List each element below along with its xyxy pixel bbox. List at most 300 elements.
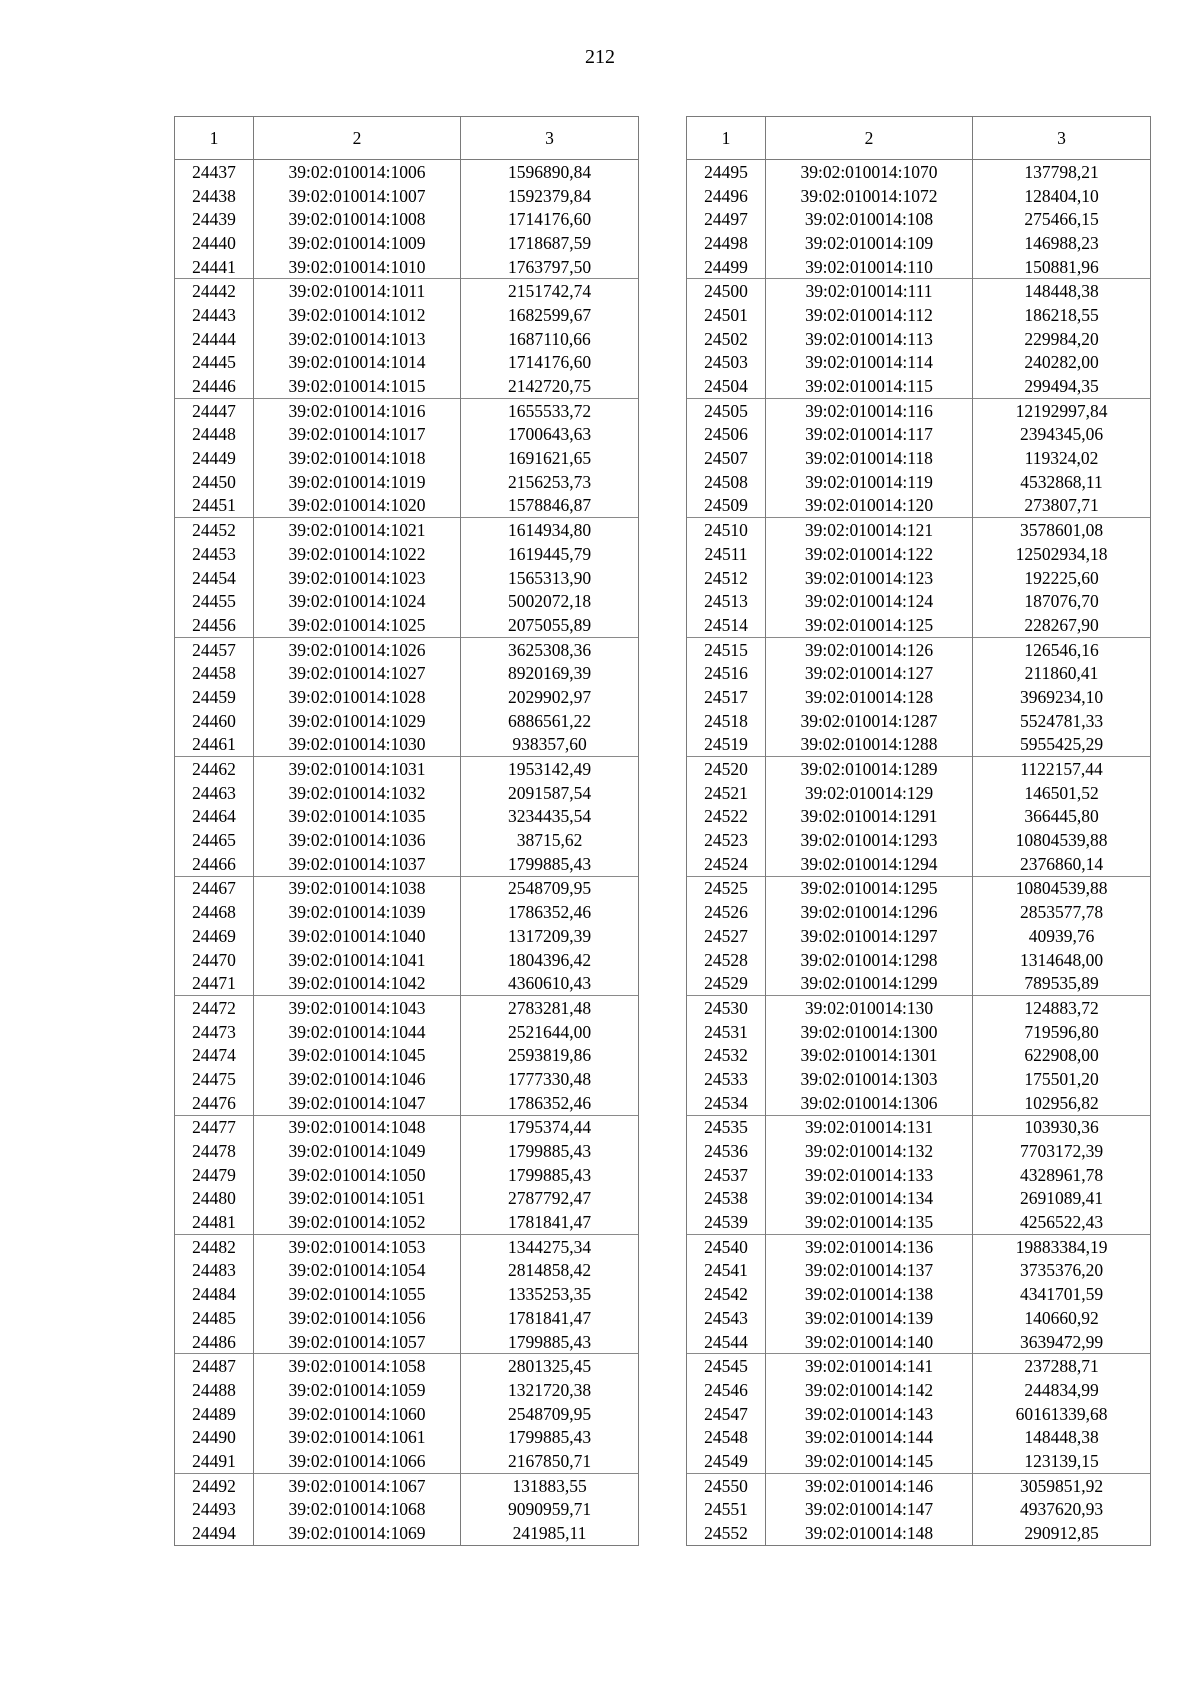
cost-value: 3625308,36 <box>461 637 639 661</box>
cadastral-number: 39:02:010014:127 <box>766 661 973 685</box>
cost-value: 175501,20 <box>973 1067 1151 1091</box>
table-row <box>687 971 1151 995</box>
cadastral-number: 39:02:010014:1039 <box>254 900 461 924</box>
cost-value: 1786352,46 <box>461 900 639 924</box>
row-number: 24498 <box>687 231 766 255</box>
row-number: 24494 <box>175 1521 254 1545</box>
row-number: 24501 <box>687 303 766 327</box>
cost-value: 4360610,43 <box>461 971 639 995</box>
cadastral-number: 39:02:010014:1014 <box>254 351 461 375</box>
table-row <box>687 184 1151 208</box>
cadastral-number: 39:02:010014:130 <box>766 996 973 1020</box>
row-number: 24550 <box>687 1473 766 1497</box>
table-row <box>175 876 639 900</box>
table-row <box>687 327 1151 351</box>
cost-value: 1565313,90 <box>461 566 639 590</box>
table-row <box>175 470 639 494</box>
table-row <box>175 303 639 327</box>
table-row <box>175 446 639 470</box>
cost-value: 1795374,44 <box>461 1115 639 1139</box>
cost-value: 119324,02 <box>973 446 1151 470</box>
row-number: 24519 <box>687 733 766 757</box>
row-number: 24505 <box>687 398 766 422</box>
row-number: 24479 <box>175 1163 254 1187</box>
cadastral-number: 39:02:010014:1056 <box>254 1306 461 1330</box>
row-number: 24471 <box>175 971 254 995</box>
row-number: 24542 <box>687 1282 766 1306</box>
cost-value: 148448,38 <box>973 279 1151 303</box>
cost-value: 126546,16 <box>973 637 1151 661</box>
row-number: 24447 <box>175 398 254 422</box>
cost-value: 2029902,97 <box>461 685 639 709</box>
table-row <box>175 948 639 972</box>
table-row <box>687 1163 1151 1187</box>
table-row <box>175 518 639 542</box>
table-row <box>687 996 1151 1020</box>
cadastral-number: 39:02:010014:141 <box>766 1354 973 1378</box>
row-number: 24496 <box>687 184 766 208</box>
table-row <box>175 374 639 398</box>
table-row <box>175 613 639 637</box>
table-row <box>175 566 639 590</box>
row-number: 24552 <box>687 1521 766 1545</box>
table-row <box>175 589 639 613</box>
cadastral-number: 39:02:010014:1027 <box>254 661 461 685</box>
table-row <box>687 470 1151 494</box>
cadastral-number: 39:02:010014:1298 <box>766 948 973 972</box>
cost-value: 275466,15 <box>973 207 1151 231</box>
cost-value: 240282,00 <box>973 351 1151 375</box>
cost-value: 3639472,99 <box>973 1330 1151 1354</box>
cadastral-number: 39:02:010014:1301 <box>766 1043 973 1067</box>
cadastral-number: 39:02:010014:112 <box>766 303 973 327</box>
row-number: 24497 <box>687 207 766 231</box>
cadastral-number: 39:02:010014:132 <box>766 1139 973 1163</box>
table-row <box>687 924 1151 948</box>
left-table-body <box>175 160 639 1546</box>
cost-value: 273807,71 <box>973 494 1151 518</box>
cadastral-number: 39:02:010014:1067 <box>254 1473 461 1497</box>
table-row <box>687 398 1151 422</box>
cost-value: 4256522,43 <box>973 1210 1151 1234</box>
cost-value: 8920169,39 <box>461 661 639 685</box>
cadastral-number: 39:02:010014:1018 <box>254 446 461 470</box>
row-number: 24514 <box>687 613 766 637</box>
row-number: 24445 <box>175 351 254 375</box>
cadastral-number: 39:02:010014:1303 <box>766 1067 973 1091</box>
row-number: 24511 <box>687 542 766 566</box>
row-number: 24499 <box>687 255 766 279</box>
cost-value: 2156253,73 <box>461 470 639 494</box>
row-number: 24467 <box>175 876 254 900</box>
row-number: 24453 <box>175 542 254 566</box>
row-number: 24484 <box>175 1282 254 1306</box>
table-row <box>175 1521 639 1545</box>
cadastral-number: 39:02:010014:134 <box>766 1187 973 1211</box>
cost-value: 2075055,89 <box>461 613 639 637</box>
cost-value: 1596890,84 <box>461 160 639 184</box>
cadastral-number: 39:02:010014:1306 <box>766 1091 973 1115</box>
table-row <box>175 1043 639 1067</box>
cadastral-number: 39:02:010014:1060 <box>254 1402 461 1426</box>
row-number: 24463 <box>175 781 254 805</box>
cadastral-number: 39:02:010014:1069 <box>254 1521 461 1545</box>
row-number: 24470 <box>175 948 254 972</box>
row-number: 24527 <box>687 924 766 948</box>
row-number: 24490 <box>175 1425 254 1449</box>
cost-value: 7703172,39 <box>973 1139 1151 1163</box>
cost-value: 1714176,60 <box>461 207 639 231</box>
cadastral-number: 39:02:010014:1072 <box>766 184 973 208</box>
cost-value: 1799885,43 <box>461 852 639 876</box>
table-row <box>687 1425 1151 1449</box>
cadastral-number: 39:02:010014:147 <box>766 1498 973 1522</box>
column-header-2: 2 <box>766 117 973 160</box>
row-number: 24493 <box>175 1498 254 1522</box>
row-number: 24512 <box>687 566 766 590</box>
row-number: 24462 <box>175 757 254 781</box>
table-row <box>687 303 1151 327</box>
table-row <box>175 781 639 805</box>
table-row <box>175 709 639 733</box>
cost-value: 123139,15 <box>973 1449 1151 1473</box>
row-number: 24526 <box>687 900 766 924</box>
column-header-3: 3 <box>973 117 1151 160</box>
row-number: 24464 <box>175 805 254 829</box>
cost-value: 237288,71 <box>973 1354 1151 1378</box>
cadastral-number: 39:02:010014:1047 <box>254 1091 461 1115</box>
table-row <box>687 1402 1151 1426</box>
cadastral-number: 39:02:010014:117 <box>766 423 973 447</box>
row-number: 24520 <box>687 757 766 781</box>
cadastral-number: 39:02:010014:1288 <box>766 733 973 757</box>
cadastral-number: 39:02:010014:1037 <box>254 852 461 876</box>
cost-value: 1592379,84 <box>461 184 639 208</box>
table-row <box>175 924 639 948</box>
row-number: 24454 <box>175 566 254 590</box>
cost-value: 719596,80 <box>973 1020 1151 1044</box>
cadastral-number: 39:02:010014:1041 <box>254 948 461 972</box>
cost-value: 2376860,14 <box>973 852 1151 876</box>
header-row <box>687 117 1151 160</box>
row-number: 24548 <box>687 1425 766 1449</box>
cadastral-number: 39:02:010014:1010 <box>254 255 461 279</box>
table-row <box>687 637 1151 661</box>
row-number: 24478 <box>175 1139 254 1163</box>
cost-value: 211860,41 <box>973 661 1151 685</box>
row-number: 24487 <box>175 1354 254 1378</box>
row-number: 24543 <box>687 1306 766 1330</box>
table-row <box>687 374 1151 398</box>
table-row <box>687 1210 1151 1234</box>
cost-value: 1321720,38 <box>461 1378 639 1402</box>
cost-value: 146501,52 <box>973 781 1151 805</box>
row-number: 24545 <box>687 1354 766 1378</box>
row-number: 24442 <box>175 279 254 303</box>
cost-value: 2167850,71 <box>461 1449 639 1473</box>
cadastral-number: 39:02:010014:1061 <box>254 1425 461 1449</box>
cost-value: 4532868,11 <box>973 470 1151 494</box>
cadastral-number: 39:02:010014:1031 <box>254 757 461 781</box>
row-number: 24532 <box>687 1043 766 1067</box>
cadastral-number: 39:02:010014:1015 <box>254 374 461 398</box>
cadastral-number: 39:02:010014:1289 <box>766 757 973 781</box>
cadastral-number: 39:02:010014:1030 <box>254 733 461 757</box>
table-row <box>687 542 1151 566</box>
table-row <box>687 160 1151 184</box>
cost-value: 192225,60 <box>973 566 1151 590</box>
cadastral-number: 39:02:010014:1038 <box>254 876 461 900</box>
row-number: 24500 <box>687 279 766 303</box>
cadastral-number: 39:02:010014:1051 <box>254 1187 461 1211</box>
cadastral-number: 39:02:010014:1044 <box>254 1020 461 1044</box>
row-number: 24536 <box>687 1139 766 1163</box>
table-row <box>175 231 639 255</box>
row-number: 24491 <box>175 1449 254 1473</box>
row-number: 24456 <box>175 613 254 637</box>
row-number: 24503 <box>687 351 766 375</box>
cost-value: 2521644,00 <box>461 1020 639 1044</box>
row-number: 24481 <box>175 1210 254 1234</box>
cadastral-number: 39:02:010014:1012 <box>254 303 461 327</box>
table-row <box>175 828 639 852</box>
cadastral-number: 39:02:010014:1021 <box>254 518 461 542</box>
table-row <box>175 351 639 375</box>
cadastral-number: 39:02:010014:1049 <box>254 1139 461 1163</box>
cadastral-number: 39:02:010014:1029 <box>254 709 461 733</box>
cost-value: 1614934,80 <box>461 518 639 542</box>
row-number: 24450 <box>175 470 254 494</box>
cadastral-number: 39:02:010014:111 <box>766 279 973 303</box>
cost-value: 1122157,44 <box>973 757 1151 781</box>
table-row <box>175 1020 639 1044</box>
cost-value: 366445,80 <box>973 805 1151 829</box>
cost-value: 12192997,84 <box>973 398 1151 422</box>
table-row <box>687 1043 1151 1067</box>
cadastral-number: 39:02:010014:122 <box>766 542 973 566</box>
table-row <box>687 852 1151 876</box>
cost-value: 103930,36 <box>973 1115 1151 1139</box>
cost-value: 1691621,65 <box>461 446 639 470</box>
table-row <box>175 1163 639 1187</box>
table-row <box>175 1354 639 1378</box>
row-number: 24522 <box>687 805 766 829</box>
cost-value: 1619445,79 <box>461 542 639 566</box>
cadastral-number: 39:02:010014:1026 <box>254 637 461 661</box>
row-number: 24476 <box>175 1091 254 1115</box>
table-row <box>687 1473 1151 1497</box>
table-row <box>175 327 639 351</box>
cost-value: 9090959,71 <box>461 1498 639 1522</box>
cadastral-number: 39:02:010014:1008 <box>254 207 461 231</box>
row-number: 24537 <box>687 1163 766 1187</box>
table-row <box>687 1259 1151 1283</box>
cost-value: 4937620,93 <box>973 1498 1151 1522</box>
row-number: 24474 <box>175 1043 254 1067</box>
row-number: 24531 <box>687 1020 766 1044</box>
cadastral-number: 39:02:010014:113 <box>766 327 973 351</box>
cost-value: 2801325,45 <box>461 1354 639 1378</box>
row-number: 24551 <box>687 1498 766 1522</box>
row-number: 24457 <box>175 637 254 661</box>
cost-value: 4341701,59 <box>973 1282 1151 1306</box>
cadastral-number: 39:02:010014:1016 <box>254 398 461 422</box>
table-row <box>175 1139 639 1163</box>
cost-value: 241985,11 <box>461 1521 639 1545</box>
table-row <box>687 685 1151 709</box>
table-row <box>175 1259 639 1283</box>
cadastral-number: 39:02:010014:1058 <box>254 1354 461 1378</box>
cadastral-number: 39:02:010014:136 <box>766 1234 973 1258</box>
table-row <box>687 279 1151 303</box>
row-number: 24440 <box>175 231 254 255</box>
table-row <box>687 423 1151 447</box>
page-number: 212 <box>585 46 615 68</box>
row-number: 24480 <box>175 1187 254 1211</box>
cadastral-number: 39:02:010014:108 <box>766 207 973 231</box>
row-number: 24509 <box>687 494 766 518</box>
row-number: 24485 <box>175 1306 254 1330</box>
cost-value: 2548709,95 <box>461 876 639 900</box>
row-number: 24475 <box>175 1067 254 1091</box>
cost-value: 1317209,39 <box>461 924 639 948</box>
column-header-1: 1 <box>687 117 766 160</box>
table-row <box>175 852 639 876</box>
table-row <box>175 685 639 709</box>
cadastral-number: 39:02:010014:1035 <box>254 805 461 829</box>
cost-value: 1781841,47 <box>461 1210 639 1234</box>
table-row <box>175 398 639 422</box>
table-row <box>175 1473 639 1497</box>
table-row <box>687 207 1151 231</box>
cost-value: 6886561,22 <box>461 709 639 733</box>
row-number: 24495 <box>687 160 766 184</box>
cost-value: 2151742,74 <box>461 279 639 303</box>
cadastral-number: 39:02:010014:1055 <box>254 1282 461 1306</box>
table-row <box>175 494 639 518</box>
table-row <box>687 1521 1151 1545</box>
table-row <box>175 279 639 303</box>
row-number: 24528 <box>687 948 766 972</box>
table-row <box>687 518 1151 542</box>
table-row <box>687 948 1151 972</box>
cost-value: 2787792,47 <box>461 1187 639 1211</box>
cadastral-number: 39:02:010014:1036 <box>254 828 461 852</box>
row-number: 24449 <box>175 446 254 470</box>
cadastral-number: 39:02:010014:1046 <box>254 1067 461 1091</box>
cadastral-number: 39:02:010014:1043 <box>254 996 461 1020</box>
row-number: 24483 <box>175 1259 254 1283</box>
table-row <box>175 1402 639 1426</box>
cadastral-number: 39:02:010014:1053 <box>254 1234 461 1258</box>
row-number: 24458 <box>175 661 254 685</box>
table-row <box>687 1282 1151 1306</box>
cadastral-number: 39:02:010014:148 <box>766 1521 973 1545</box>
cost-value: 19883384,19 <box>973 1234 1151 1258</box>
cadastral-number: 39:02:010014:125 <box>766 613 973 637</box>
cost-value: 1682599,67 <box>461 303 639 327</box>
table-row <box>687 589 1151 613</box>
row-number: 24502 <box>687 327 766 351</box>
cost-value: 1799885,43 <box>461 1139 639 1163</box>
table-row <box>175 757 639 781</box>
table-row <box>687 733 1151 757</box>
row-number: 24482 <box>175 1234 254 1258</box>
cadastral-number: 39:02:010014:146 <box>766 1473 973 1497</box>
cadastral-number: 39:02:010014:116 <box>766 398 973 422</box>
row-number: 24521 <box>687 781 766 805</box>
cost-value: 299494,35 <box>973 374 1151 398</box>
cadastral-number: 39:02:010014:1048 <box>254 1115 461 1139</box>
row-number: 24466 <box>175 852 254 876</box>
right-table <box>686 116 1151 1546</box>
cadastral-number: 39:02:010014:129 <box>766 781 973 805</box>
cadastral-number: 39:02:010014:1020 <box>254 494 461 518</box>
cost-value: 1314648,00 <box>973 948 1151 972</box>
cost-value: 137798,21 <box>973 160 1151 184</box>
cadastral-number: 39:02:010014:139 <box>766 1306 973 1330</box>
table-row <box>687 781 1151 805</box>
cadastral-number: 39:02:010014:144 <box>766 1425 973 1449</box>
table-row <box>687 613 1151 637</box>
cost-value: 3578601,08 <box>973 518 1151 542</box>
table-row <box>687 1020 1151 1044</box>
table-row <box>175 971 639 995</box>
cadastral-number: 39:02:010014:1013 <box>254 327 461 351</box>
cadastral-number: 39:02:010014:1022 <box>254 542 461 566</box>
table-row <box>687 709 1151 733</box>
cost-value: 2853577,78 <box>973 900 1151 924</box>
cost-value: 2691089,41 <box>973 1187 1151 1211</box>
cost-value: 2091587,54 <box>461 781 639 805</box>
row-number: 24506 <box>687 423 766 447</box>
table-row <box>175 1091 639 1115</box>
cadastral-number: 39:02:010014:1019 <box>254 470 461 494</box>
table-row <box>687 900 1151 924</box>
row-number: 24516 <box>687 661 766 685</box>
cadastral-number: 39:02:010014:140 <box>766 1330 973 1354</box>
cadastral-number: 39:02:010014:123 <box>766 566 973 590</box>
cost-value: 5002072,18 <box>461 589 639 613</box>
cadastral-number: 39:02:010014:1299 <box>766 971 973 995</box>
table-row <box>175 1330 639 1354</box>
cadastral-number: 39:02:010014:1052 <box>254 1210 461 1234</box>
table-row <box>175 160 639 184</box>
cadastral-number: 39:02:010014:114 <box>766 351 973 375</box>
table-row <box>687 1115 1151 1139</box>
cadastral-number: 39:02:010014:1045 <box>254 1043 461 1067</box>
cadastral-number: 39:02:010014:1287 <box>766 709 973 733</box>
cost-value: 186218,55 <box>973 303 1151 327</box>
table-row <box>687 1330 1151 1354</box>
cadastral-number: 39:02:010014:138 <box>766 1282 973 1306</box>
table-row <box>687 805 1151 829</box>
cost-value: 2814858,42 <box>461 1259 639 1283</box>
cadastral-number: 39:02:010014:1040 <box>254 924 461 948</box>
left-table <box>174 116 639 1546</box>
row-number: 24486 <box>175 1330 254 1354</box>
row-number: 24443 <box>175 303 254 327</box>
cost-value: 1655533,72 <box>461 398 639 422</box>
cadastral-number: 39:02:010014:1297 <box>766 924 973 948</box>
row-number: 24438 <box>175 184 254 208</box>
cadastral-number: 39:02:010014:1025 <box>254 613 461 637</box>
table-row <box>175 423 639 447</box>
cadastral-number: 39:02:010014:135 <box>766 1210 973 1234</box>
row-number: 24529 <box>687 971 766 995</box>
cost-value: 3969234,10 <box>973 685 1151 709</box>
cost-value: 5524781,33 <box>973 709 1151 733</box>
